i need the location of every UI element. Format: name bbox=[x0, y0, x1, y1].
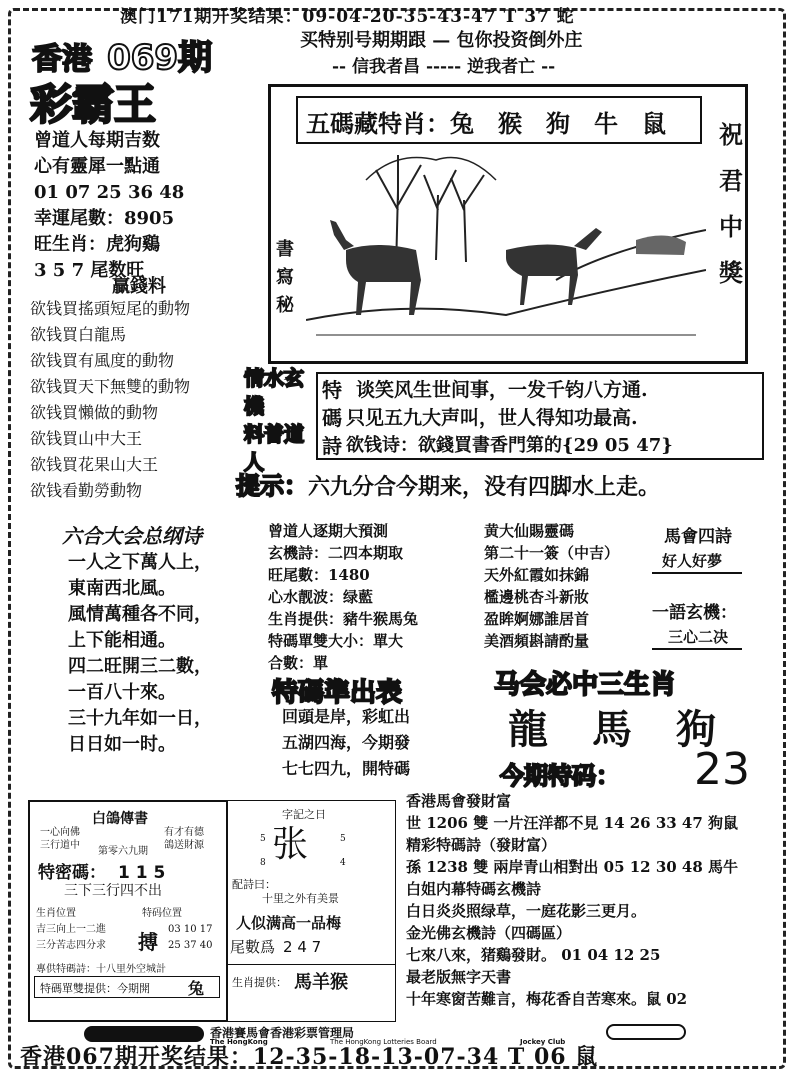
hdx-line: 黄大仙賜靈碼 bbox=[484, 522, 575, 540]
pigeon-side: 有才有德 bbox=[164, 827, 204, 838]
top-result: 澳门171期开奖结果：09-04-20-35-43-47 T 37 蛇 bbox=[120, 7, 575, 27]
slogan-1: 买特别号期期跟 — 包你投资倒外庄 bbox=[300, 30, 583, 51]
tail-row bbox=[230, 936, 321, 957]
liuhe-line: 上下能相通。 bbox=[68, 630, 176, 651]
poem-line-3-text: 欲錢買書香門第的 bbox=[418, 435, 562, 456]
poem-label: 特 bbox=[322, 378, 342, 402]
seal-block bbox=[244, 364, 310, 474]
left-line: 3 5 7 尾数旺 bbox=[34, 260, 145, 281]
money-list bbox=[30, 296, 260, 504]
hint-row bbox=[236, 466, 660, 501]
side-text: 祝君中獎 bbox=[719, 120, 743, 287]
pigeon-side-left bbox=[40, 826, 80, 852]
fortune-line: 白姐内幕特碼玄機詩 bbox=[406, 880, 542, 898]
poem-label: 碼 bbox=[322, 406, 342, 430]
word-num: 8 bbox=[260, 858, 266, 868]
fortune-line: 最老版無字天書 bbox=[406, 968, 512, 986]
liuhe-line: 日日如一时。 bbox=[68, 734, 176, 755]
money-line: 欲钱看勤勞動物 bbox=[30, 481, 143, 500]
mystery-text: 三心二决 bbox=[668, 628, 729, 646]
brand-name: 彩霸王 bbox=[30, 80, 157, 129]
horse-poem-text: 好人好夢 bbox=[662, 552, 723, 570]
org-en-3: Jockey Club bbox=[520, 1038, 566, 1046]
special-line: 五湖四海，今期發 bbox=[282, 733, 411, 752]
pigeon-side-right bbox=[164, 826, 204, 852]
hint-label: 提示： bbox=[236, 471, 308, 500]
money-line: 欲钱買有風度的動物 bbox=[30, 351, 175, 370]
special-pos-nums: 03 10 17 bbox=[168, 924, 213, 935]
forecast-line: 曾道人逐期大預測 bbox=[268, 522, 389, 540]
special-char: 搏 bbox=[138, 930, 158, 954]
pigeon-verse: 專供特碼詩：十八里外空城計 bbox=[36, 964, 166, 975]
secret-label: 特密碼： bbox=[38, 863, 106, 883]
seal-2: 料普道人 bbox=[244, 422, 304, 474]
money-line: 欲钱買懶做的動物 bbox=[30, 403, 159, 422]
left-lucky-block bbox=[34, 128, 254, 284]
forecast-line: 生肖提供：豬牛猴馬兔 bbox=[268, 610, 419, 628]
special-line: 回頭是岸，彩虹出 bbox=[282, 707, 411, 726]
poem-line-1: 谈笑风生世间事，一发千钧八方通. bbox=[356, 379, 648, 401]
poem-label-4: 欲钱诗： bbox=[346, 435, 418, 456]
word-num: 5 bbox=[260, 834, 266, 844]
single-double-label: 特碼單雙提供：今期開 bbox=[40, 982, 150, 995]
hdx-line: 盈眸婀娜誰居首 bbox=[484, 610, 590, 628]
fortune-line: 白日炎炎照绿草，一庭花影三更月。 bbox=[406, 902, 647, 920]
money-line: 欲钱買白龍馬 bbox=[30, 325, 127, 344]
seal-1: 情水玄機 bbox=[244, 366, 304, 418]
pos-line: 吉三向上一二進 bbox=[36, 924, 106, 935]
issue-number: 069期 bbox=[107, 38, 213, 78]
plum-title: 人似满高一品梅 bbox=[236, 914, 342, 932]
liuhe-line: 四二旺開三二數， bbox=[68, 656, 212, 677]
hk-fortune-block bbox=[406, 790, 786, 1010]
fortune-line: 金光佛玄機詩（四碼區） bbox=[406, 924, 572, 942]
money-line: 欲钱買花果山大王 bbox=[30, 455, 159, 474]
hdx-line: 美酒頻斟請酌量 bbox=[484, 632, 590, 650]
hint-text: 六九分合今期来，没有四脚水上走。 bbox=[308, 474, 661, 500]
word-verse-label: 配詩曰： bbox=[232, 878, 276, 891]
pos-line: 三分苦志四分求 bbox=[36, 940, 106, 951]
special-code-label: 今期特码： bbox=[500, 761, 620, 790]
word-char: 张 bbox=[272, 824, 309, 865]
horse-poem-title: 馬會四詩 bbox=[664, 527, 732, 547]
pigeon-title: 白鴿傳書 bbox=[92, 811, 148, 827]
single-double-value: 兔 bbox=[188, 979, 205, 998]
poem-labels bbox=[322, 376, 342, 460]
left-line: 幸運尾數：8905 bbox=[34, 208, 175, 229]
bottom-result: 香港067期开奖结果：12-35-18-13-07-34 T 06 鼠 bbox=[20, 1044, 599, 1070]
fortune-line: 香港馬會發財富 bbox=[406, 792, 512, 810]
secret-value: 1 1 5 bbox=[118, 863, 166, 883]
money-line: 欲钱買搖頭短尾的動物 bbox=[30, 299, 191, 318]
tail-value: 2 4 7 bbox=[283, 938, 322, 956]
pigeon-pos-block bbox=[36, 906, 106, 954]
liuhe-title: 六合大会总纲诗 bbox=[62, 524, 202, 548]
pigeon-side: 三行道中 bbox=[40, 840, 80, 851]
poem-line-2: 只见五九大声叫，世人得知功最高. bbox=[346, 407, 638, 429]
org-en-2: The HongKong Lotteries Board bbox=[330, 1038, 437, 1046]
pigeon-side: 一心向佛 bbox=[40, 827, 80, 838]
liuhe-line: 一人之下萬人上， bbox=[68, 552, 212, 573]
special-line: 七七四九，開特碼 bbox=[282, 759, 411, 778]
poem-line-3 bbox=[346, 432, 673, 460]
slogan-2: -- 信我者昌 ----- 逆我者亡 -- bbox=[332, 57, 556, 77]
liuhe-line: 三十九年如一日， bbox=[68, 708, 212, 729]
word-zodiac-value: 馬羊猴 bbox=[294, 972, 348, 993]
word-num: 4 bbox=[340, 858, 346, 868]
forecast-line: 玄機詩：二四本期取 bbox=[268, 544, 404, 562]
money-title: 贏錢料 bbox=[112, 276, 166, 297]
donkey-illustration bbox=[306, 150, 706, 350]
hdx-line: 檻邊桃杏斗新妝 bbox=[484, 588, 590, 606]
special-pos-label: 特码位置 bbox=[142, 908, 182, 919]
secret-line: 三下三行四不出 bbox=[64, 883, 162, 899]
special-code-value: 23 bbox=[694, 744, 750, 795]
money-line: 欲钱買山中大王 bbox=[30, 429, 143, 448]
fortune-line: 精彩特碼詩（發財富） bbox=[406, 836, 557, 854]
liuhe-lines bbox=[68, 550, 258, 758]
word-num: 5 bbox=[340, 834, 346, 844]
forecast-line: 合數：單 bbox=[268, 654, 329, 672]
liuhe-line: 一百八十來。 bbox=[68, 682, 176, 703]
tail-label: 尾數爲 bbox=[230, 938, 276, 956]
huangdaxian-block bbox=[484, 520, 634, 652]
brand-hk: 香港 bbox=[32, 42, 92, 77]
forecast-line: 特碼單雙大小：單大 bbox=[268, 632, 404, 650]
liuhe-line: 東南西北風。 bbox=[68, 578, 176, 599]
special-title: 特碼準出表 bbox=[272, 678, 403, 708]
left-line: 旺生肖：虎狗鷄 bbox=[34, 234, 160, 255]
poem-label: 詩 bbox=[322, 434, 342, 458]
money-line: 欲钱買天下無雙的動物 bbox=[30, 377, 191, 396]
special-pos-nums: 25 37 40 bbox=[168, 940, 213, 951]
three-zodiac-title: 马会必中三生肖 bbox=[494, 670, 677, 700]
liuhe-line: 風情萬種各不同， bbox=[68, 604, 212, 625]
forecast-line: 心水靓波：绿藍 bbox=[268, 588, 374, 606]
five-codes: 五碼藏特肖：兔 猴 狗 牛 鼠 bbox=[306, 109, 666, 138]
word-title: 字記之日 bbox=[282, 808, 326, 821]
three-zodiac-animals: 龍 馬 狗 bbox=[508, 706, 718, 753]
pigeon-issue: 第零六九期 bbox=[98, 846, 148, 857]
word-divider bbox=[226, 964, 396, 965]
org-en-1: The HongKong bbox=[210, 1038, 268, 1046]
stamp-text: 書寫秘 bbox=[276, 239, 294, 316]
hdx-line: 天外紅霞如抹錦 bbox=[484, 566, 590, 584]
mystery-title: 一語玄機： bbox=[652, 603, 737, 623]
fortune-line: 七來八來，猪鷄發財。 01 04 12 25 bbox=[406, 946, 661, 964]
org-cn: 香港賽馬會香港彩票管理局 bbox=[210, 1026, 355, 1040]
pigeon-side: 鴿送財源 bbox=[164, 840, 204, 851]
pos-label: 生肖位置 bbox=[36, 908, 76, 919]
special-lines bbox=[282, 704, 482, 782]
word-zodiac-label: 生肖提供： bbox=[232, 976, 287, 989]
left-line: 曾道人每期吉数 bbox=[34, 130, 160, 151]
fortune-line: 世 1206 雙 一片汪洋都不見 14 26 33 47 狗鼠 bbox=[406, 814, 739, 832]
fortune-line: 孫 1238 雙 兩岸青山相對出 05 12 30 48 馬牛 bbox=[406, 858, 739, 876]
lottery-logo-right bbox=[606, 1024, 686, 1040]
hdx-line: 第二十一簽（中吉） bbox=[484, 544, 620, 562]
forecast-line: 旺尾數：1480 bbox=[268, 566, 370, 584]
forecast-block bbox=[268, 520, 468, 674]
left-line: 01 07 25 36 48 bbox=[34, 182, 185, 203]
fortune-line: 十年寒窗苦難言，梅花香自苦寒來。鼠 02 bbox=[406, 990, 688, 1008]
word-verse-text: 十里之外有美景 bbox=[262, 892, 339, 905]
left-line: 心有靈犀一點通 bbox=[34, 156, 160, 177]
poem-line-3-nums: {29 05 47} bbox=[562, 435, 673, 456]
